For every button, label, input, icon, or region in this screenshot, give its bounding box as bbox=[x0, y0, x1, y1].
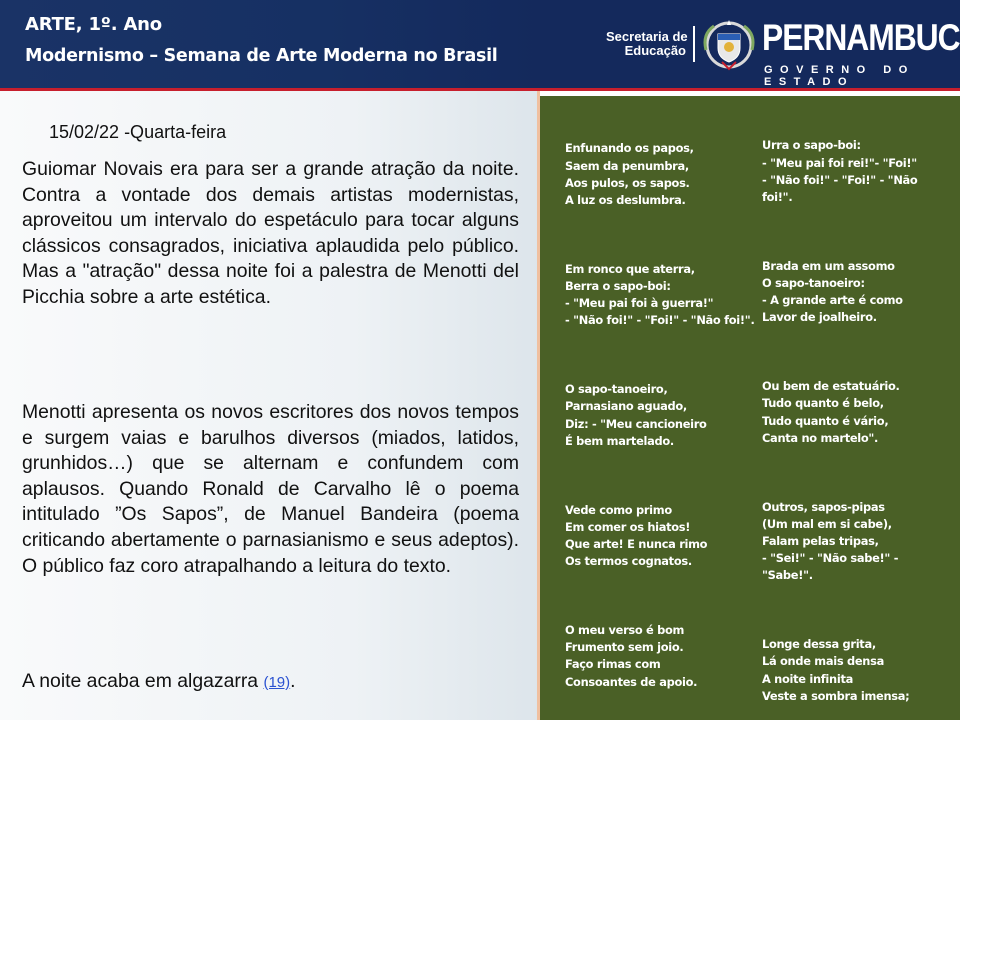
poem-stanza: Longe dessa grita, Lá onde mais densa A noite infinita Veste a sombra imensa; bbox=[762, 637, 910, 703]
header-divider bbox=[693, 26, 695, 62]
poem-column-left bbox=[565, 106, 754, 966]
ending-suffix: . bbox=[290, 670, 296, 692]
paragraph-menotti: Menotti apresenta os novos escritores dos novos tempos e surgem vaias e barulhos diversos (miados, latidos, grunhidos…) que se alternam e confundem com aplausos. Quando Ronald de Carvalho lê o poema intitulado ”Os Sapos”, de Manuel Bandeira (poema criticando abertamente o parnasianismo e seus adeptos). O público faz coro atrapalhando a leitura do texto. bbox=[22, 401, 519, 577]
ending-text: A noite acaba em algazarra bbox=[22, 670, 264, 692]
poem-stanza: Vede como primo Em comer os hiatos! Que arte! E nunca rimo Os termos cognatos. bbox=[565, 502, 708, 569]
poem-stanza: Que soluças tu, Transido de frio, Sapo-cururu Da beira do rio... bbox=[762, 878, 866, 944]
reference-link[interactable]: (19) bbox=[263, 674, 291, 691]
poem-stanza: Enfunando os papos, Saem da penumbra, Aos pulos, os sapos. A luz os deslumbra. bbox=[565, 141, 694, 208]
poem-stanza: Brada em um assomo O sapo-tanoeiro: - A grande arte é como Lavor de joalheiro. bbox=[762, 258, 903, 325]
header-bar bbox=[0, 0, 983, 88]
brand-subtitle: GOVERNO DO ESTADO bbox=[764, 64, 915, 88]
secretaria-label: Secretaria de Educação bbox=[606, 29, 688, 58]
poem-stanza: Clame a saparia Em críticas céticas: Não há mais poesia, Mas há artes poéticas..." bbox=[565, 863, 718, 930]
poem-stanza: Em ronco que aterra, Berra o sapo-boi: - "Meu pai foi à guerra!" - "Não foi!" - "Foi!" - "Não foi!". bbox=[565, 261, 755, 328]
poem-stanza: Vai por cinquënta anos Que lhes dei a norma: Reduzi sem danos A fôrmas a forma. bbox=[565, 743, 707, 810]
paragraph-ending bbox=[22, 669, 519, 696]
state-coat-of-arms-icon bbox=[700, 16, 758, 74]
poem-stanza: Outros, sapos-pipas (Um mal em si cabe), Falam pelas tripas, - "Sei!" - "Não sabe!" - "Sabe!". bbox=[762, 499, 899, 583]
poem-stanza: O meu verso é bom Frumento sem joio. Faço rimas com Consoantes de apoio. bbox=[565, 623, 698, 689]
poem-stanza: Ou bem de estatuário. Tudo quanto é belo, Tudo quanto é vário, Canta no martelo". bbox=[762, 379, 900, 445]
lesson-title: Modernismo – Semana de Arte Moderna no Brasil bbox=[25, 46, 498, 66]
brand-name: PERNAMBUCO bbox=[762, 17, 983, 58]
poem-stanza: O sapo-tanoeiro, Parnasiano aguado, Diz: - "Meu cancioneiro É bem martelado. bbox=[565, 382, 707, 448]
date-line: 15/02/22 -Quarta-feira bbox=[49, 122, 227, 142]
poem-stanza: Urra o sapo-boi: - "Meu pai foi rei!"- "Foi!" - "Não foi!" - "Foi!" - "Não foi!". bbox=[762, 138, 918, 205]
poem-column-right bbox=[762, 103, 917, 980]
paragraph-guiomar: Guiomar Novais era para ser a grande atração da noite. Contra a vontade dos demais artistas modernistas, aproveitou um intervalo do espetáculo para tocar alguns clássicos consagrados, iniciativa aplaudida pelo público. Mas a "atração" dessa noite foi a palestra de Menotti del Picchia sobre a arte estética. bbox=[22, 158, 519, 308]
poem-stanza: Lá, fugido ao mundo, Sem glória, sem fé, No perau profundo E solitário, é bbox=[762, 757, 893, 824]
course-title: ARTE, 1º. Ano bbox=[25, 14, 162, 35]
